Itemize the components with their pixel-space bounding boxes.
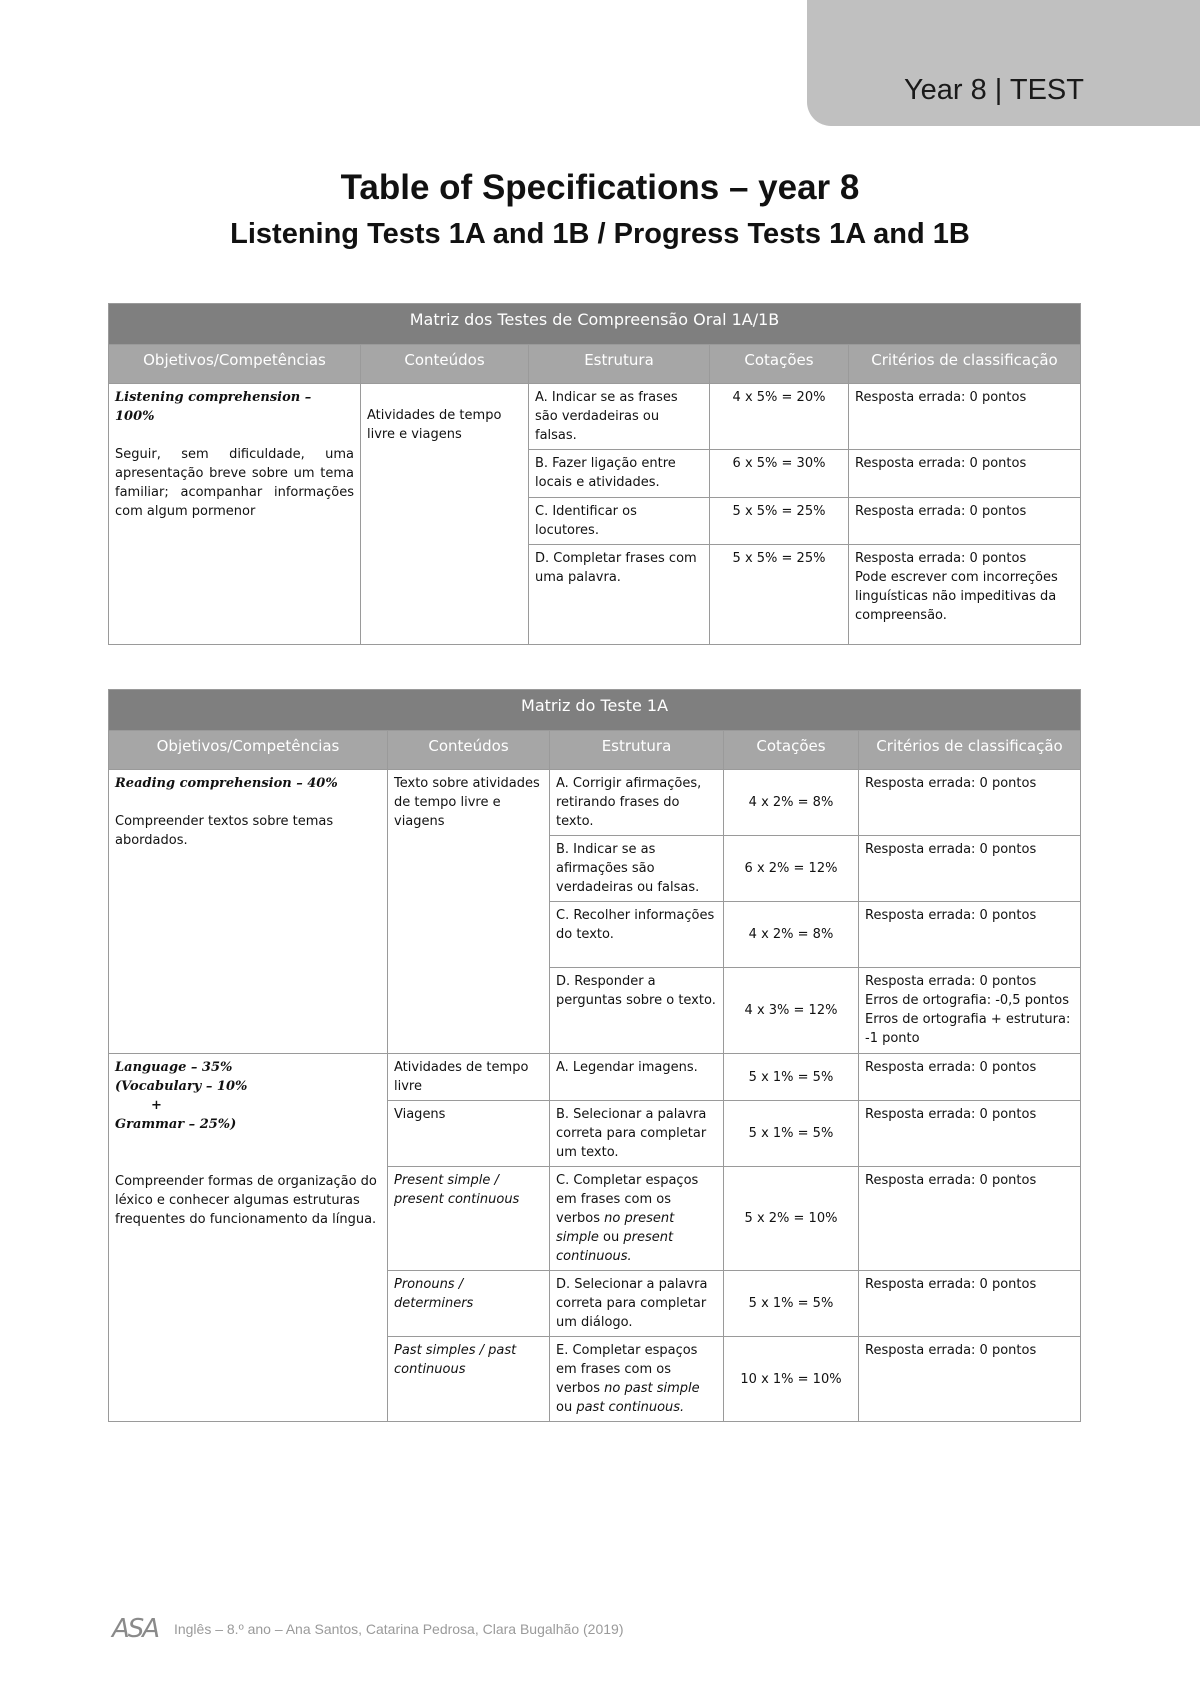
header-tab xyxy=(807,0,1200,126)
structure-cell: A. Indicar se as frases são verdadeiras ou falsas. xyxy=(529,384,710,450)
content-cell: Present simple / present continuous xyxy=(388,1167,550,1271)
criteria-line: Erros de ortografia + estrutura: -1 ponto xyxy=(865,1012,1071,1046)
column-header: Critérios de classificação xyxy=(849,345,1081,384)
score-cell: 4 x 2% = 8% xyxy=(724,902,859,968)
structure-term: present continuous. xyxy=(556,1230,674,1264)
structure-text: C. Completar espaços em frases com os verbos xyxy=(556,1173,699,1226)
criteria-cell: Resposta errada: 0 pontos xyxy=(859,1101,1081,1167)
column-header: Cotações xyxy=(710,345,849,384)
listening-test-matrix-table xyxy=(108,303,1081,645)
criteria-cell: Resposta errada: 0 pontos xyxy=(859,1167,1081,1271)
page-subtitle: Listening Tests 1A and 1B / Progress Tests 1A and 1B xyxy=(230,218,970,250)
content-cell xyxy=(361,384,529,645)
publisher-logo: ASA xyxy=(112,1614,159,1644)
page-title: Table of Specifications – year 8 xyxy=(340,168,860,207)
column-header: Conteúdos xyxy=(388,731,550,770)
objective-text: Compreender formas de organização do léxico e conhecer algumas estruturas frequentes do funcionamento da língua. xyxy=(115,1174,377,1227)
table-caption: Matriz dos Testes de Compreensão Oral 1A/1B xyxy=(109,304,1081,345)
score-cell: 4 x 3% = 12% xyxy=(724,968,859,1054)
score-cell: 5 x 5% = 25% xyxy=(710,498,849,545)
score-cell: 4 x 2% = 8% xyxy=(724,770,859,836)
criteria-cell: Resposta errada: 0 pontos xyxy=(849,384,1081,450)
test-1a-matrix-table xyxy=(108,689,1081,1422)
criteria-cell: Resposta errada: 0 pontos xyxy=(849,450,1081,498)
objective-text: Seguir, sem dificuldade, uma apresentação breve sobre um tema familiar; acompanhar informações com algum pormenor xyxy=(115,447,354,519)
table-caption: Matriz do Teste 1A xyxy=(109,690,1081,731)
content-cell: Pronouns / determiners xyxy=(388,1271,550,1337)
criteria-cell xyxy=(849,545,1081,645)
content-cell: Past simples / past continuous xyxy=(388,1337,550,1422)
column-header: Objetivos/Competências xyxy=(109,345,361,384)
objective-text: Compreender textos sobre temas abordados. xyxy=(115,814,334,848)
objective-title: Language – 35% xyxy=(115,1060,233,1075)
header-tab-label: Year 8 | TEST xyxy=(903,74,1084,106)
footer-text: Inglês – 8.º ano – Ana Santos, Catarina Pedrosa, Clara Bugalhão (2019) xyxy=(173,1621,624,1637)
structure-cell xyxy=(550,1337,724,1422)
structure-term: no present simple xyxy=(556,1211,675,1245)
criteria-cell: Resposta errada: 0 pontos xyxy=(859,1054,1081,1101)
table-header-row xyxy=(109,731,1081,770)
criteria-cell xyxy=(859,968,1081,1054)
criteria-cell: Resposta errada: 0 pontos xyxy=(859,1271,1081,1337)
table-caption-row xyxy=(109,304,1081,345)
objective-cell xyxy=(109,1054,388,1422)
objective-title-plus: + xyxy=(151,1098,162,1113)
structure-cell: B. Indicar se as afirmações são verdadeiras ou falsas. xyxy=(550,836,724,902)
structure-cell: D. Completar frases com uma palavra. xyxy=(529,545,710,645)
criteria-line: Erros de ortografia: -0,5 pontos xyxy=(865,993,1069,1008)
table-row xyxy=(109,770,1081,836)
structure-cell: C. Identificar os locutores. xyxy=(529,498,710,545)
score-cell: 5 x 1% = 5% xyxy=(724,1271,859,1337)
structure-cell: A. Legendar imagens. xyxy=(550,1054,724,1101)
objective-title: Listening comprehension – 100% xyxy=(115,390,312,424)
table-row xyxy=(109,384,1081,450)
objective-cell xyxy=(109,770,388,1054)
table-row xyxy=(109,1054,1081,1101)
score-cell: 5 x 5% = 25% xyxy=(710,545,849,645)
structure-conjunction: ou xyxy=(598,1230,624,1245)
structure-cell: D. Responder a perguntas sobre o texto. xyxy=(550,968,724,1054)
column-header: Objetivos/Competências xyxy=(109,731,388,770)
content-text: Atividades de tempo livre e viagens xyxy=(367,408,502,442)
content-cell: Texto sobre atividades de tempo livre e viagens xyxy=(388,770,550,1054)
score-cell: 6 x 2% = 12% xyxy=(724,836,859,902)
column-header: Estrutura xyxy=(550,731,724,770)
score-cell: 5 x 1% = 5% xyxy=(724,1101,859,1167)
structure-cell: D. Selecionar a palavra correta para completar um diálogo. xyxy=(550,1271,724,1337)
objective-cell xyxy=(109,384,361,645)
structure-cell xyxy=(550,1167,724,1271)
structure-term: past continuous. xyxy=(576,1400,685,1415)
score-cell: 4 x 5% = 20% xyxy=(710,384,849,450)
criteria-line: Resposta errada: 0 pontos xyxy=(855,551,1027,566)
criteria-cell: Resposta errada: 0 pontos xyxy=(859,770,1081,836)
score-cell: 10 x 1% = 10% xyxy=(724,1337,859,1422)
criteria-cell: Resposta errada: 0 pontos xyxy=(859,1337,1081,1422)
structure-cell: C. Recolher informações do texto. xyxy=(550,902,724,968)
criteria-line: Pode escrever com incorreções linguísticas não impeditivas da compreensão. xyxy=(855,570,1058,623)
column-header: Critérios de classificação xyxy=(859,731,1081,770)
score-cell: 5 x 2% = 10% xyxy=(724,1167,859,1271)
content-cell: Atividades de tempo livre xyxy=(388,1054,550,1101)
structure-cell: A. Corrigir afirmações, retirando frases do texto. xyxy=(550,770,724,836)
score-cell: 5 x 1% = 5% xyxy=(724,1054,859,1101)
structure-term: no past simple xyxy=(604,1381,700,1396)
criteria-cell: Resposta errada: 0 pontos xyxy=(849,498,1081,545)
structure-cell: B. Fazer ligação entre locais e atividades. xyxy=(529,450,710,498)
page-footer xyxy=(112,1614,624,1644)
column-header: Cotações xyxy=(724,731,859,770)
structure-cell: B. Selecionar a palavra correta para completar um texto. xyxy=(550,1101,724,1167)
column-header: Estrutura xyxy=(529,345,710,384)
criteria-line: Resposta errada: 0 pontos xyxy=(865,974,1037,989)
content-cell: Viagens xyxy=(388,1101,550,1167)
criteria-cell: Resposta errada: 0 pontos xyxy=(859,836,1081,902)
column-header: Conteúdos xyxy=(361,345,529,384)
objective-title-vocabulary: (Vocabulary – 10% xyxy=(115,1079,248,1094)
table-caption-row xyxy=(109,690,1081,731)
structure-conjunction: ou xyxy=(556,1400,577,1415)
table-header-row xyxy=(109,345,1081,384)
structure-text: E. Completar espaços em frases com os verbos xyxy=(556,1343,698,1396)
objective-title: Reading comprehension – 40% xyxy=(115,776,338,791)
score-cell: 6 x 5% = 30% xyxy=(710,450,849,498)
criteria-cell: Resposta errada: 0 pontos xyxy=(859,902,1081,968)
objective-title-grammar: Grammar – 25%) xyxy=(115,1117,237,1132)
